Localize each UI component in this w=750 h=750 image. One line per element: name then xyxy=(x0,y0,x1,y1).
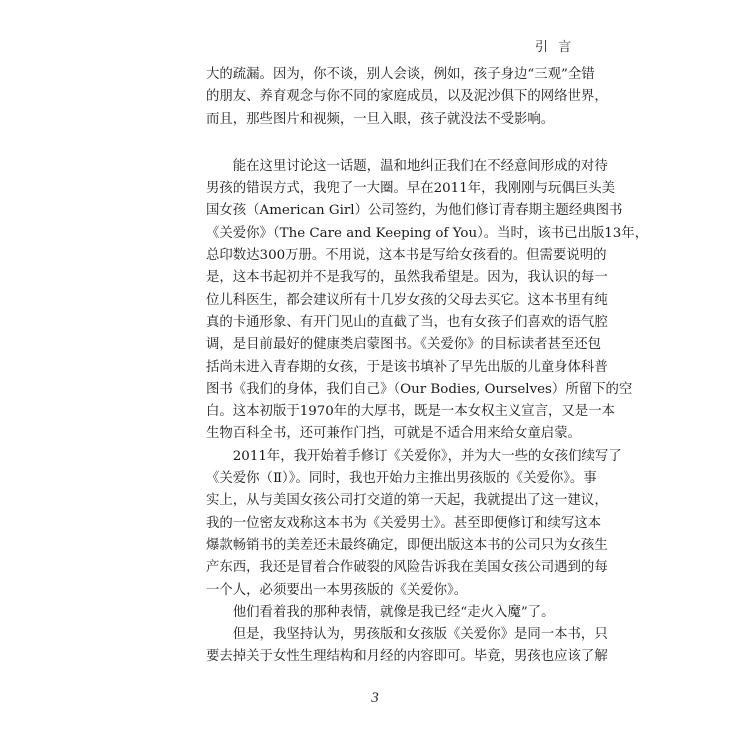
text-line: 《关爱你》（The Care and Keeping of You）。当时，该书已出版13年， xyxy=(206,225,649,241)
text-line: 他们看着我的那种表情，就像是我已经“走火入魔”了。 xyxy=(206,604,555,620)
text-line: 国女孩（American Girl）公司签约，为他们修订青春期主题经典图书 xyxy=(206,203,623,219)
text-line: 白。这本初版于1970年的大厚书，既是一本女权主义宣言，又是一本 xyxy=(206,404,616,420)
text-line: 是，这本书起初并不是我写的，虽然我希望是。因为，我认识的每一 xyxy=(206,270,608,286)
text-line: 产东西，我还是冒着合作破裂的风险告诉我在美国女孩公司遇到的每 xyxy=(206,560,608,576)
text-line: 生物百科全书，还可兼作门挡，可就是不适合用来给女童启蒙。 xyxy=(206,426,581,442)
body-text xyxy=(206,64,649,669)
text-line: 图书《我们的身体，我们自己》（Our Bodies, Ourselves）所留下的空 xyxy=(206,381,633,397)
text-line: 真的卡通形象、有开门见山的直截了当，也有女孩子们喜欢的语气腔 xyxy=(206,314,608,330)
text-line: 《关爱你（Ⅱ）》。同时，我也开始力主推出男孩版的《关爱你》。事 xyxy=(206,471,597,487)
text-line: 能在这里讨论这一话题，温和地纠正我们在不经意间形成的对待 xyxy=(206,158,608,174)
text-line: 我的一位密友戏称这本书为《关爱男士》。甚至即便修订和续写这本 xyxy=(206,515,602,531)
text-line: 要去掉关于女性生理结构和月经的内容即可。毕竟，男孩也应该了解 xyxy=(206,649,608,665)
text-line: 男孩的错误方式，我兜了一大圈。早在2011年，我刚刚与玩偶巨头美 xyxy=(206,181,616,197)
text-line: 大的疏漏。因为，你不谈，别人会谈，例如，孩子身边“三观”全错 xyxy=(206,67,595,82)
text-line: 括尚未进入青春期的女孩，于是该书填补了早先出版的儿童身体科普 xyxy=(206,359,608,375)
text-line: 爆款畅销书的美差还未最终确定，即便出版这本书的公司只为女孩生 xyxy=(206,537,608,553)
text-line: 一个人，必须要出一本男孩版的《关爱你》。 xyxy=(206,582,468,598)
text-line: 但是，我坚持认为，男孩版和女孩版《关爱你》是同一本书，只 xyxy=(206,627,608,643)
text-line: 而且，那些图片和视频，一旦入眼，孩子就没法不受影响。 xyxy=(206,111,555,127)
text-line: 实上，从与美国女孩公司打交道的第一天起，我就提出了这一建议， xyxy=(206,493,608,509)
paragraph-gap xyxy=(206,131,542,156)
text-line: 调，是目前最好的健康类启蒙图书。《关爱你》的目标读者甚至还包 xyxy=(206,337,602,353)
text-line: 位儿科医生，都会建议所有十几岁女孩的父母去买它。这本书里有纯 xyxy=(206,292,608,308)
text-line: 的朋友、养育观念与你不同的家庭成员，以及泥沙俱下的网络世界， xyxy=(206,89,608,105)
text-line: 总印数达300万册。不用说，这本书是写给女孩看的。但需要说明的 xyxy=(206,248,607,264)
page-number: 3 xyxy=(371,690,379,706)
running-header: 引 言 xyxy=(535,40,575,55)
text-line: 2011年，我开始着手修订《关爱你》，并为大一些的女孩们续写了 xyxy=(206,448,622,464)
